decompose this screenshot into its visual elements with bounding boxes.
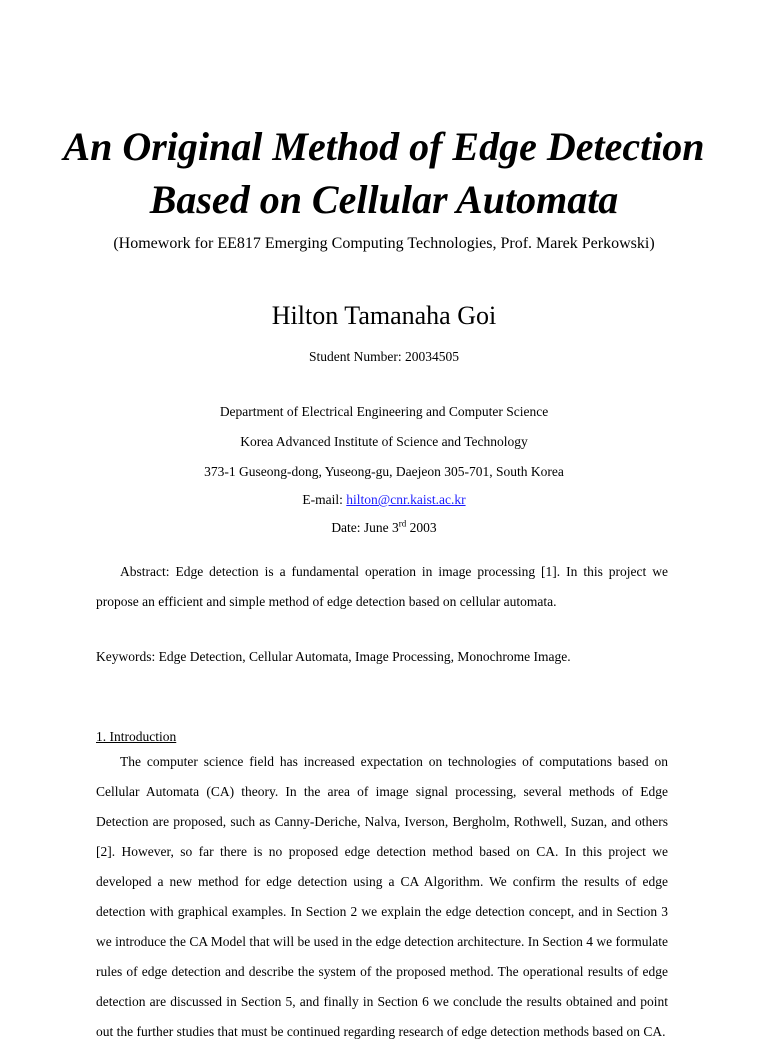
author-name: Hilton Tamanaha Goi (271, 301, 497, 330)
paper-title-line-1: An Original Method of Edge Detection (63, 124, 705, 169)
affiliation-institute: Korea Advanced Institute of Science and Technology (240, 434, 528, 449)
student-number: Student Number: 20034505 (309, 349, 459, 364)
paper-title-line-2: Based on Cellular Automata (149, 177, 619, 222)
paper-subtitle: (Homework for EE817 Emerging Computing Technologies, Prof. Marek Perkowski) (113, 235, 655, 252)
abstract-paragraph: Abstract: Edge detection is a fundamental operation in image processing [1]. In this project we propose an efficient and simple method of edge detection based on cellular automata. (96, 564, 668, 609)
keywords-line: Keywords: Edge Detection, Cellular Automata, Image Processing, Monochrome Image. (96, 649, 571, 664)
email-link[interactable]: hilton@cnr.kaist.ac.kr (346, 492, 466, 507)
date-year: 2003 (406, 520, 437, 535)
date-ordinal-suffix: rd (398, 518, 407, 529)
introduction-paragraph: The computer science field has increased expectation on technologies of computations based on Cellular Automata (CA) theory. In the area of image signal processing, several methods of Edge Detection are proposed, such as Canny-Deriche, Nalva, Iverson, Bergholm, Rothwell, Suzan, and others [2]. However, so far there is no proposed edge detection method based on CA. In this project we developed a new method for edge detection using a CA Algorithm. We confirm the results of edge detection with graphical examples. In Section 2 we explain the edge detection concept, and in Section 3 we introduce the CA Model that will be used in the edge detection architecture. In Section 4 we formulate rules of edge detection and describe the system of the proposed method. The operational results of edge detection are discussed in Section 5, and finally in Section 6 we conclude the results obtained and point out the further studies that must be continued regarding research of edge detection methods based on CA. (96, 754, 668, 1039)
email-line (0, 491, 768, 509)
date-line (0, 519, 768, 537)
date-prefix: Date: June 3 (331, 520, 399, 535)
affiliation-department: Department of Electrical Engineering and Computer Science (219, 404, 549, 419)
section-heading-introduction: 1. Introduction (96, 729, 177, 744)
email-label: E-mail: (302, 492, 347, 507)
affiliation-address: 373-1 Guseong-dong, Yuseong-gu, Daejeon 305-701, South Korea (204, 464, 564, 479)
